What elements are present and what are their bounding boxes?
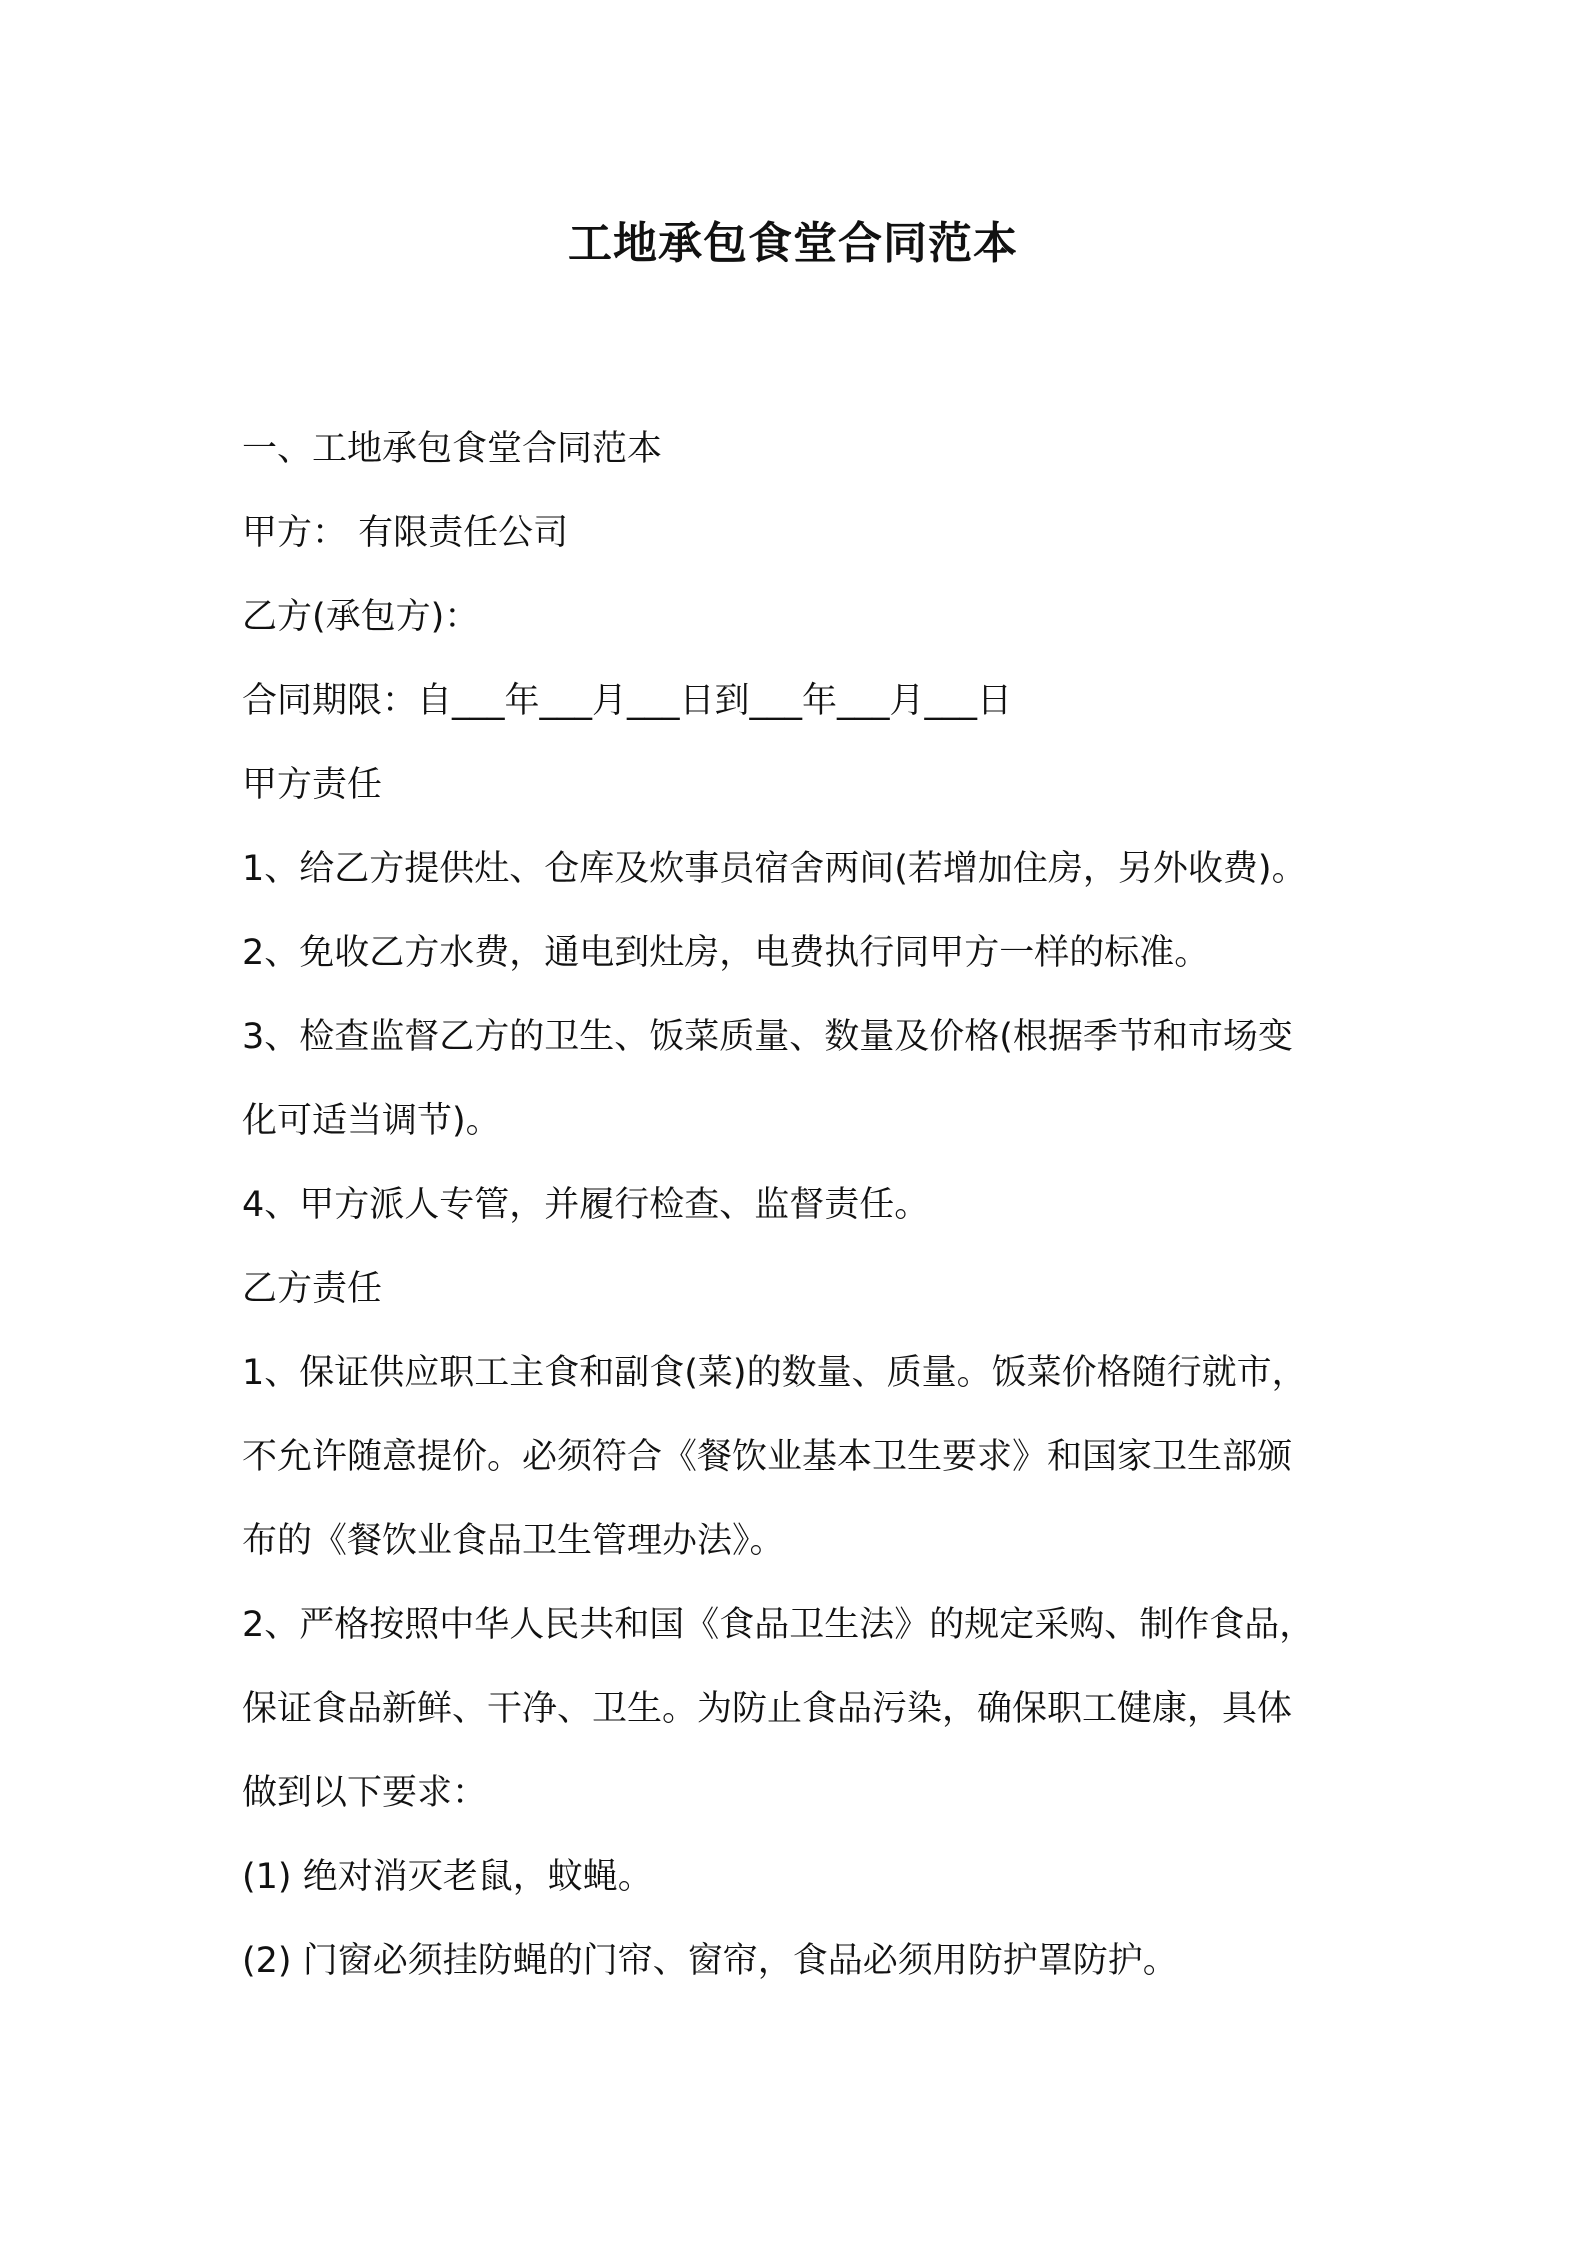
party-a-duty-4: 4、甲方派人专管，并履行检查、监督责任。	[242, 1185, 930, 1225]
party-a-duty-1: 1、给乙方提供灶、仓库及炊事员宿舍两间(若增加住房，另外收费)。	[242, 849, 1307, 889]
party-b-duty-2-cont-a: 保证食品新鲜、干净、卫生。为防止食品污染，确保职工健康，具体	[242, 1689, 1293, 1729]
party-b-line: 乙方(承包方)：	[242, 597, 480, 637]
party-a-duty-3-cont: 化可适当调节)。	[242, 1101, 501, 1141]
requirement-2: (2) 门窗必须挂防蝇的门帘、窗帘，食品必须用防护罩防护。	[242, 1941, 1178, 1981]
section-heading: 一、工地承包食堂合同范本	[242, 429, 663, 469]
party-b-duty-1: 1、保证供应职工主食和副食(菜)的数量、质量。饭菜价格随行就市，	[242, 1353, 1307, 1393]
party-b-duties-heading: 乙方责任	[242, 1269, 383, 1309]
party-b-duty-2: 2、严格按照中华人民共和国《食品卫生法》的规定采购、制作食品，	[242, 1605, 1315, 1645]
party-a-duty-3: 3、检查监督乙方的卫生、饭菜质量、数量及价格(根据季节和市场变	[242, 1017, 1293, 1057]
document-title: 工地承包食堂合同范本	[568, 218, 1018, 269]
contract-term-line: 合同期限：自___年___月___日到___年___月___日	[242, 681, 1013, 721]
party-b-duty-1-cont-a: 不允许随意提价。必须符合《餐饮业基本卫生要求》和国家卫生部颁	[242, 1437, 1293, 1477]
requirement-1: (1) 绝对消灭老鼠，蚊蝇。	[242, 1857, 653, 1897]
party-b-duty-1-cont-b: 布的《餐饮业食品卫生管理办法》。	[242, 1521, 785, 1561]
document-body	[242, 407, 1372, 2003]
party-a-duties-heading: 甲方责任	[242, 765, 383, 805]
party-b-duty-2-cont-b: 做到以下要求：	[242, 1773, 488, 1813]
party-a-duty-2: 2、免收乙方水费，通电到灶房，电费执行同甲方一样的标准。	[242, 933, 1210, 973]
party-a-line: 甲方： 有限责任公司	[242, 513, 569, 553]
